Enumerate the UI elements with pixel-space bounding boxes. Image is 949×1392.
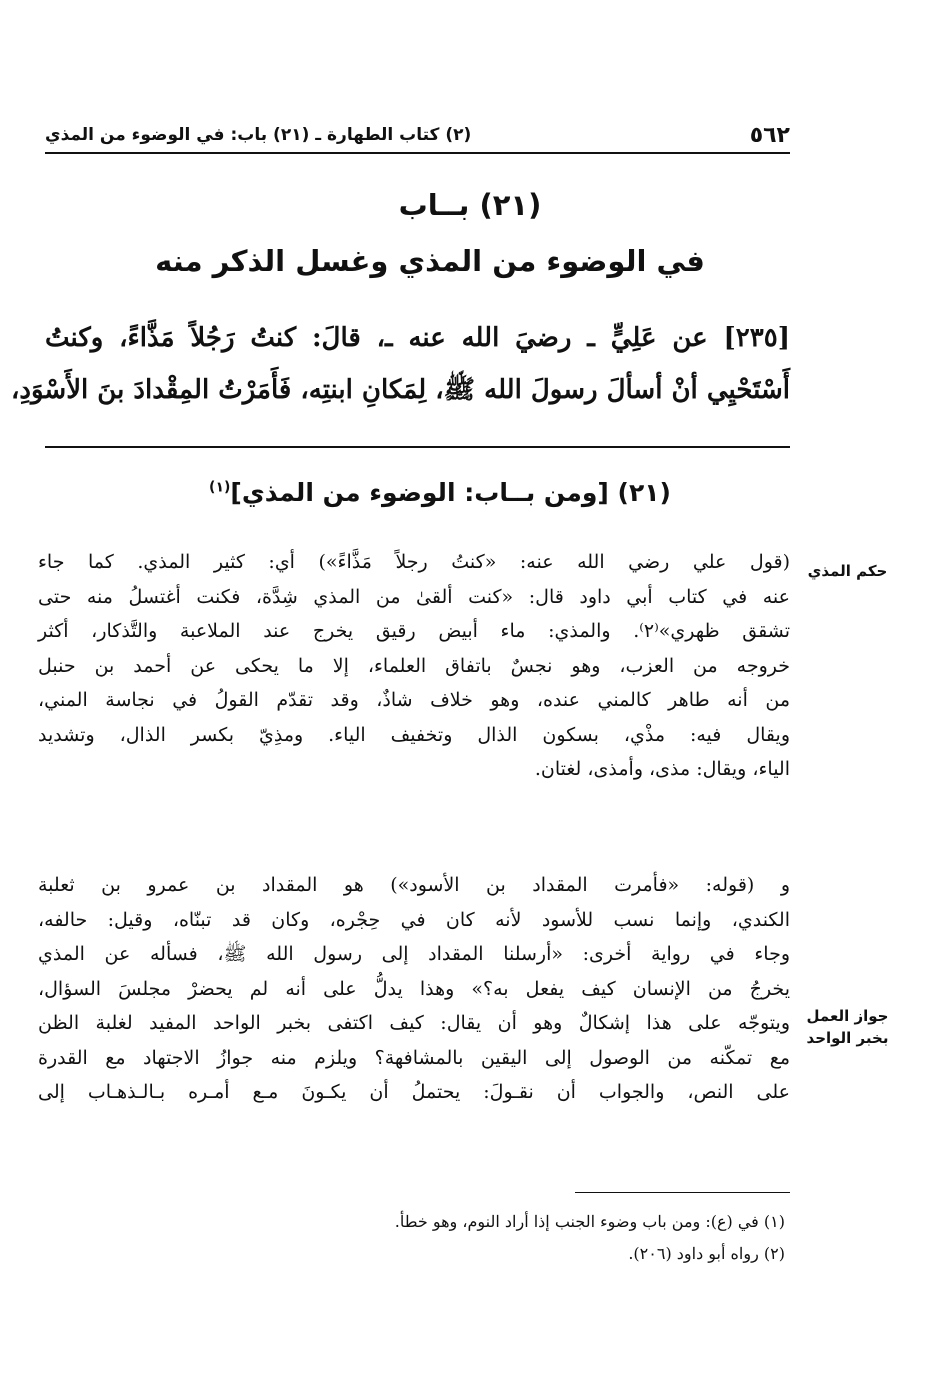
commentary-line: و (قوله: «فأمرت المقداد بن الأسود») هو المقداد بن عمرو بن ثعلبة — [38, 874, 790, 896]
running-head: (٢) كتاب الطهارة ـ (٢١) باب: في الوضوء من المذي — [45, 125, 472, 145]
commentary-line: ويقال فيه: مذْي، بسكون الذال وتخفيف الياء. ومذِيّ بكسر الذال، وتشديد — [38, 723, 790, 746]
chapter-number: (٢١) بــاب — [398, 188, 542, 222]
footnote-reference: (١) — [209, 479, 231, 496]
hadith-line: أَسْتَحْيِي أنْ أسألَ رسولَ الله ﷺ، لِمَكانِ ابنتِه، فَأَمَرْتُ المِقْدادَ بنَ الأَسْوَدِ، — [11, 375, 790, 405]
header-rule — [45, 152, 790, 154]
sub-chapter-text: (٢١) [ومن بــاب: الوضوء من المذي] — [230, 478, 671, 507]
commentary-line: يخرجُ من الإنسان كيف يفعل به؟» وهذا يدلُّ على أنه لم يحضرْ مجلسَ السؤال، — [38, 977, 790, 1000]
footnote-rule — [575, 1192, 790, 1193]
commentary-line: على النص، والجواب أن نقـولَ: يحتملُ أن يكـونَ مـع أمـره بـالـذهـاب إلى — [38, 1081, 790, 1103]
hadith-line: [٢٣٥] عن عَلِيٍّ ـ رضيَ الله عنه ـ، قالَ: كنتُ رَجُلاً مَذَّاءً، وكنتُ — [45, 323, 790, 353]
commentary-line: من أنه طاهر كالمني عنده، وهو خلاف شاذٌ، وقد تقدّم القولُ في نجاسة المني، — [38, 689, 790, 711]
commentary-line: وجاء في رواية أخرى: «أرسلنا المقداد إلى رسول الله ﷺ، فسأله عن المذي — [38, 943, 790, 965]
hadith-text — [11, 312, 790, 416]
section-divider — [45, 446, 790, 448]
margin-note: حكم المذي — [807, 562, 888, 580]
commentary-line: خروجه من العزب، وهو نجسٌ باتفاق العلماء، إلا ما يحكى عن أحمد بن حنبل — [38, 654, 790, 677]
footnote: (١) في (ع): ومن باب وضوء الجنب إذا أراد النوم، وهو خطأ. — [394, 1212, 785, 1231]
commentary-line: (قول علي رضي الله عنه: «كنتُ رجلاً مَذَّاءً») أي: كثير المذي. كما جاء — [38, 551, 790, 573]
page-number: ٥٦٢ — [749, 122, 790, 148]
commentary-line: الياء، ويقال: مذى، وأمذى، لغتان. — [534, 758, 790, 780]
commentary-line: تشقق ظهري»⁽٢⁾. والمذي: ماء أبيض رقيق يخرج عند الملاعبة والتَّذكار، أكثر — [38, 620, 790, 642]
footnotes — [230, 1206, 785, 1270]
commentary-line: مع تمكّنه من الوصول إلى اليقين بالمشافهة؟ ويلزم منه جوازُ الاجتهاد مع القدرة — [38, 1046, 790, 1069]
commentary-line: الكندي، وإنما نسب للأسود لأنه كان في حِجْره، وكان قد تبنّاه، وقيل: حالفه، — [38, 908, 790, 931]
commentary-paragraph — [38, 868, 790, 1110]
sub-chapter-heading — [140, 478, 740, 507]
margin-note: جواز العمل بخبر الواحد — [806, 1007, 889, 1047]
footnote: (٢) رواه أبو داود (٢٠٦). — [628, 1244, 785, 1263]
page-header — [45, 120, 790, 150]
commentary-line: عنه في كتاب أبي داود قال: «كنت ألقىٰ من المذي شِدَّة، فكنت أغتسلُ منه حتى — [38, 585, 790, 608]
commentary-line: ويتوجّه على هذا إشكالٌ وهو أن يقال: كيف اكتفى بخبر الواحد المفيد لغلبة الظن — [38, 1012, 790, 1034]
commentary-paragraph — [38, 545, 790, 787]
chapter-title: في الوضوء من المذي وغسل الذكر منه — [155, 244, 705, 278]
